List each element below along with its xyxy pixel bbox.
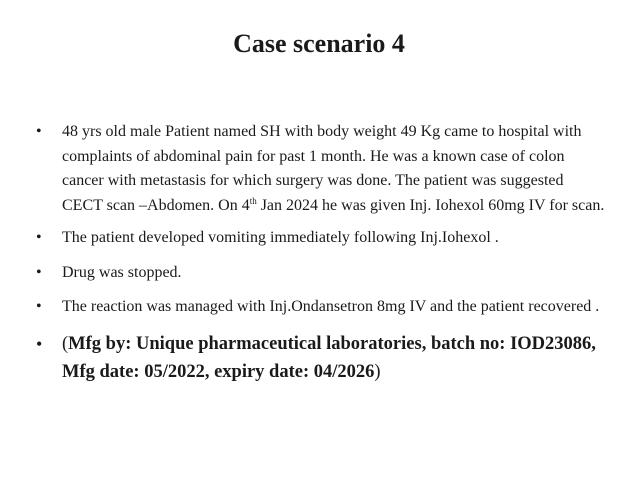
bullet-item-management xyxy=(36,295,606,320)
bullet-text xyxy=(62,123,604,214)
ordinal-suffix: th xyxy=(249,195,257,206)
bullet-text-part: Jan 2024 he was given Inj. Iohexol 60mg IV for scan. xyxy=(256,196,605,214)
open-parenthesis: ( xyxy=(62,333,69,354)
bullet-icon: • xyxy=(36,333,43,354)
bullet-item-drug-stopped xyxy=(36,261,606,286)
bullet-icon: • xyxy=(36,263,42,281)
bullet-item-case-history xyxy=(36,120,606,218)
bullet-icon: • xyxy=(36,298,42,315)
bullet-icon: • xyxy=(36,229,42,246)
bullet-icon: • xyxy=(36,123,42,140)
slide-title: Case scenario 4 xyxy=(233,29,405,58)
bullet-list xyxy=(36,120,606,387)
bullet-item-reaction xyxy=(36,226,606,251)
bullet-item-manufacturing-details xyxy=(36,330,606,387)
bullet-text-part: 48 yrs old male Patient named SH with body weight 49 Kg came to hospital with complaints of abdominal pain for past 1 month. He was a known case of colon cancer with metastasis for which surgery was done. The patient was suggested CECT scan –Abdomen. On 4 xyxy=(62,123,582,214)
bullet-text: The patient developed vomiting immediately following Inj.Iohexol . xyxy=(62,229,499,246)
manufacturing-details-text: Mfg by: Unique pharmaceutical laboratories, batch no: IOD23086, Mfg date: 05/2022, expiry date: 04/2026 xyxy=(62,333,596,382)
close-parenthesis: ) xyxy=(374,362,381,382)
bullet-text: The reaction was managed with Inj.Ondansetron 8mg IV and the patient recovered . xyxy=(62,298,600,315)
bullet-text xyxy=(62,334,596,383)
bullet-text: Drug was stopped. xyxy=(62,263,182,281)
